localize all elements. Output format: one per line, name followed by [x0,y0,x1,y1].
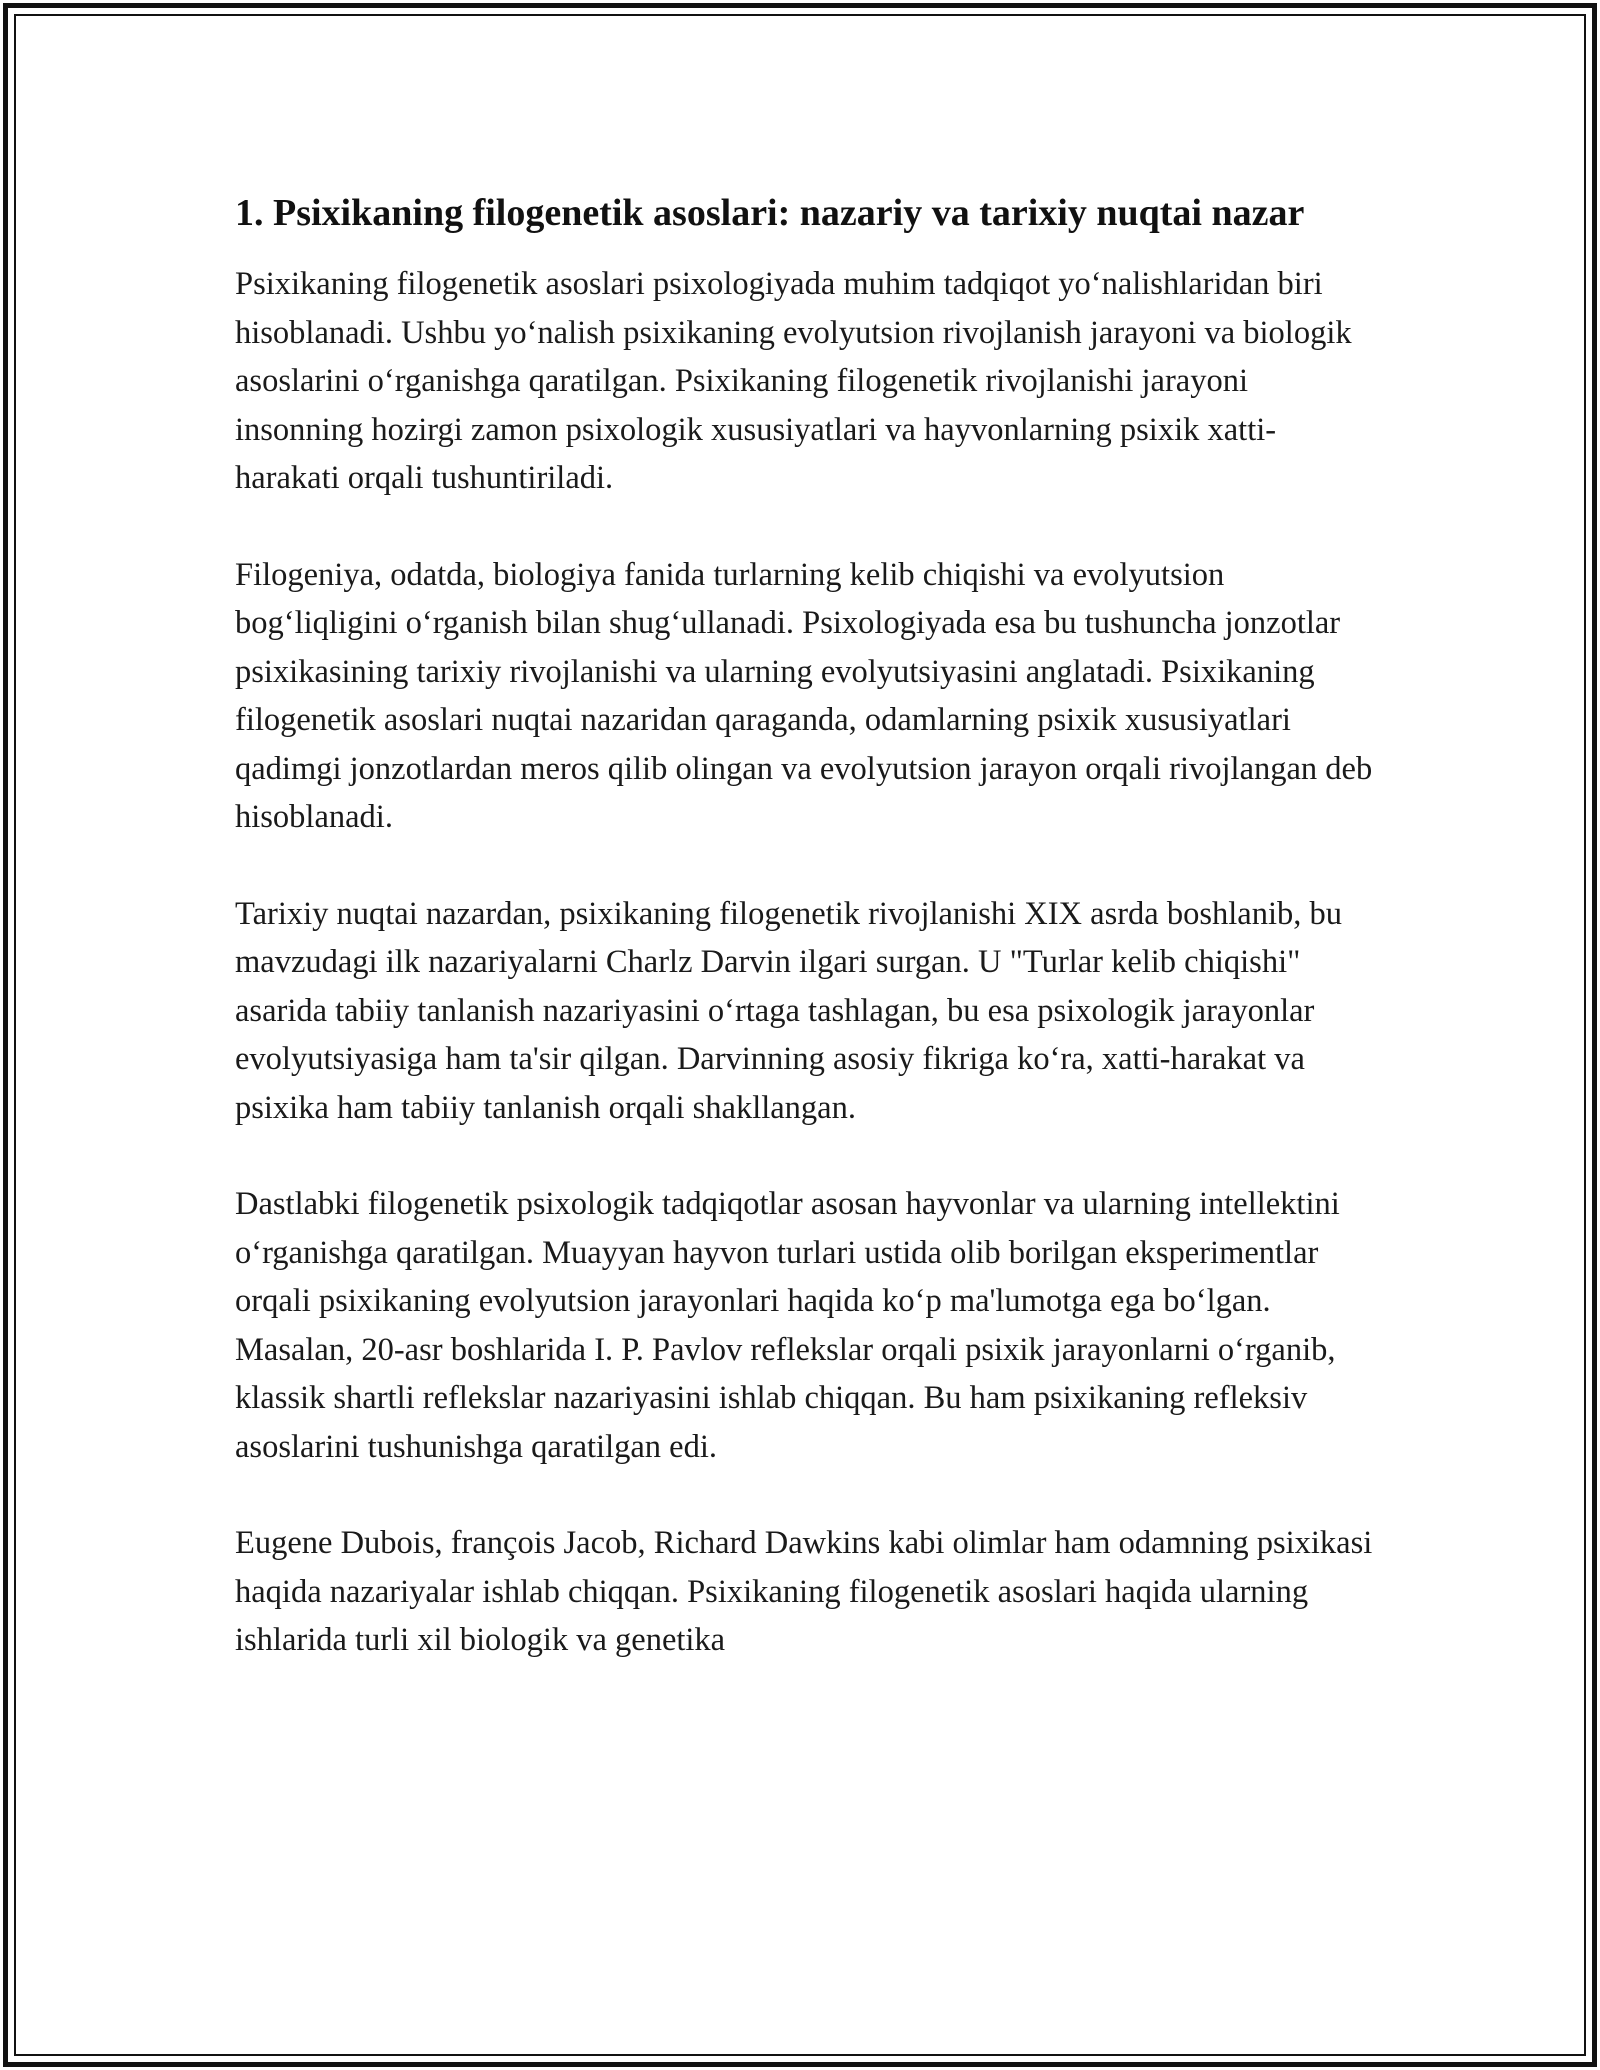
document-body [235,186,1375,1665]
paragraph-1: Psixikaning filogenetik asoslari psixologiyada muhim tadqiqot yo‘nalishlaridan biri hisoblanadi. Ushbu yo‘nalish psixikaning evolyutsion rivojlanish jarayoni va biologik asoslarini o‘rganishga qaratilgan. Psixikaning filogenetik rivojlanishi jarayoni insonning hozirgi zamon psixologik xususiyatlari va hayvonlarning psixik xatti-harakati orqali tushuntiriladi. [235,266,1352,496]
paragraph-5: Eugene Dubois, françois Jacob, Richard Dawkins kabi olimlar ham odamning psixikasi haqida nazariyalar ishlab chiqqan. Psixikaning filogenetik asoslari haqida ularning ishlarida turli xil biologik va genetika [235,1525,1373,1658]
paragraph-3: Tarixiy nuqtai nazardan, psixikaning filogenetik rivojlanishi XIX asrda boshlanib, bu mavzudagi ilk nazariyalarni Charlz Darvin ilgari surgan. U "Turlar kelib chiqishi" asarida tabiiy tanlanish nazariyasini o‘rtaga tashlagan, bu esa psixologik jarayonlar evolyutsiyasiga ham ta'sir qilgan. Darvinning asosiy fikriga ko‘ra, xatti-harakat va psixika ham tabiiy tanlanish orqali shakllangan. [235,895,1342,1126]
paragraph-4: Dastlabki filogenetik psixologik tadqiqotlar asosan hayvonlar va ularning intellektini o‘rganishga qaratilgan. Muayyan hayvon turlari ustida olib borilgan eksperimentlar orqali psixikaning evolyutsion jarayonlari haqida ko‘p ma'lumotga ega bo‘lgan. Masalan, 20-asr boshlarida I. P. Pavlov reflekslar orqali psixik jarayonlarni o‘rganib, klassik shartli reflekslar nazariyasini ishlab chiqqan. Bu ham psixikaning refleksiv asoslarini tushunishga qaratilgan edi. [235,1186,1340,1465]
paragraph-2: Filogeniya, odatda, biologiya fanida turlarning kelib chiqishi va evolyutsion bog‘liqligini o‘rganish bilan shug‘ullanadi. Psixologiyada esa bu tushuncha jonzotlar psixikasining tarixiy rivojlanishi va ularning evolyutsiyasini anglatadi. Psixikaning filogenetik asoslari nuqtai nazaridan qaraganda, odamlarning psixik xususiyatlari qadimgi jonzotlardan meros qilib olingan va evolyutsion jarayon orqali rivojlangan deb hisoblanadi. [235,556,1373,835]
section-title: 1. Psixikaning filogenetik asoslari: nazariy va tarixiy nuqtai nazar [235,192,1305,234]
